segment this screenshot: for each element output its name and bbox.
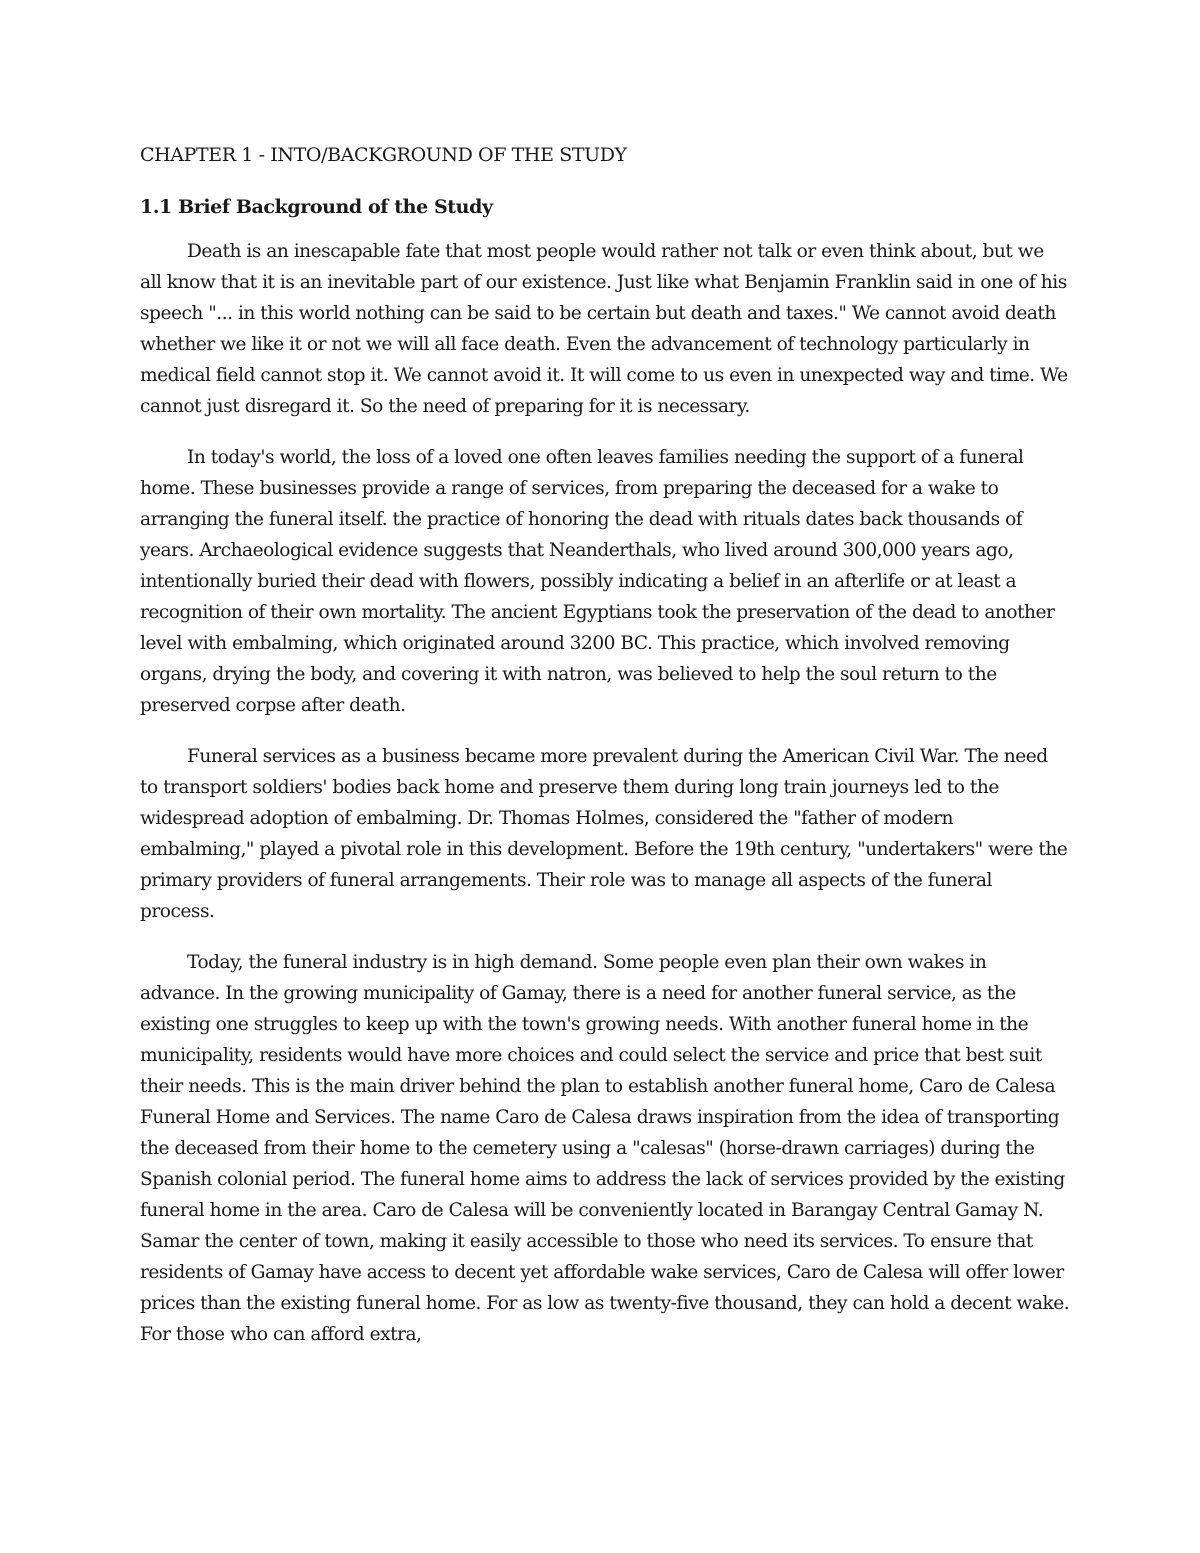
paragraph: Death is an inescapable fate that most people would rather not talk or even think about, but we all know that it is an inevitable part of our existence. Just like what Benjamin Franklin said in one of his speech "... in this world nothing can be said to be certain but death and taxes." We cannot avoid death whether we like it or not we will all face death. Even the advancement of technology particularly in medical field cannot stop it. We cannot avoid it. It will come to us even in unexpected way and time. We cannot just disregard it. So the need of preparing for it is necessary. <box>140 241 1068 417</box>
paragraph: Today, the funeral industry is in high demand. Some people even plan their own wakes in advance. In the growing municipality of Gamay, there is a need for another funeral service, as the existing one struggles to keep up with the town's growing needs. With another funeral home in the municipality, residents would have more choices and could select the service and price that best suit their needs. This is the main driver behind the plan to establish another funeral home, Caro de Calesa Funeral Home and Services. The name Caro de Calesa draws inspiration from the idea of transporting the deceased from their home to the cemetery using a "calesas" (horse-drawn carriages) during the Spanish colonial period. The funeral home aims to address the lack of services provided by the existing funeral home in the area. Caro de Calesa will be conveniently located in Barangay Central Gamay N. Samar the center of town, making it easily accessible to those who need its services. To ensure that residents of Gamay have access to decent yet affordable wake services, Caro de Calesa will offer lower prices than the existing funeral home. For as low as twenty-five thousand, they can hold a decent wake. For those who can afford extra, <box>140 952 1070 1345</box>
document-body <box>140 140 1070 1370</box>
chapter-title: CHAPTER 1 - INTO/BACKGROUND OF THE STUDY <box>140 144 627 166</box>
paragraph: Funeral services as a business became more prevalent during the American Civil War. The need to transport soldiers' bodies back home and preserve them during long train journeys led to the widespread adoption of embalming. Dr. Thomas Holmes, considered the "father of modern embalming," played a pivotal role in this development. Before the 19th century, "undertakers" were the primary providers of funeral arrangements. Their role was to manage all aspects of the funeral process. <box>140 746 1068 922</box>
section-heading: 1.1 Brief Background of the Study <box>140 196 493 218</box>
paragraph: In today's world, the loss of a loved one often leaves families needing the support of a funeral home. These businesses provide a range of services, from preparing the deceased for a wake to arranging the funeral itself. the practice of honoring the dead with rituals dates back thousands of years. Archaeological evidence suggests that Neanderthals, who lived around 300,000 years ago, intentionally buried their dead with flowers, possibly indicating a belief in an afterlife or at least a recognition of their own mortality. The ancient Egyptians took the preservation of the dead to another level with embalming, which originated around 3200 BC. This practice, which involved removing organs, drying the body, and covering it with natron, was believed to help the soul return to the preserved corpse after death. <box>140 447 1055 716</box>
